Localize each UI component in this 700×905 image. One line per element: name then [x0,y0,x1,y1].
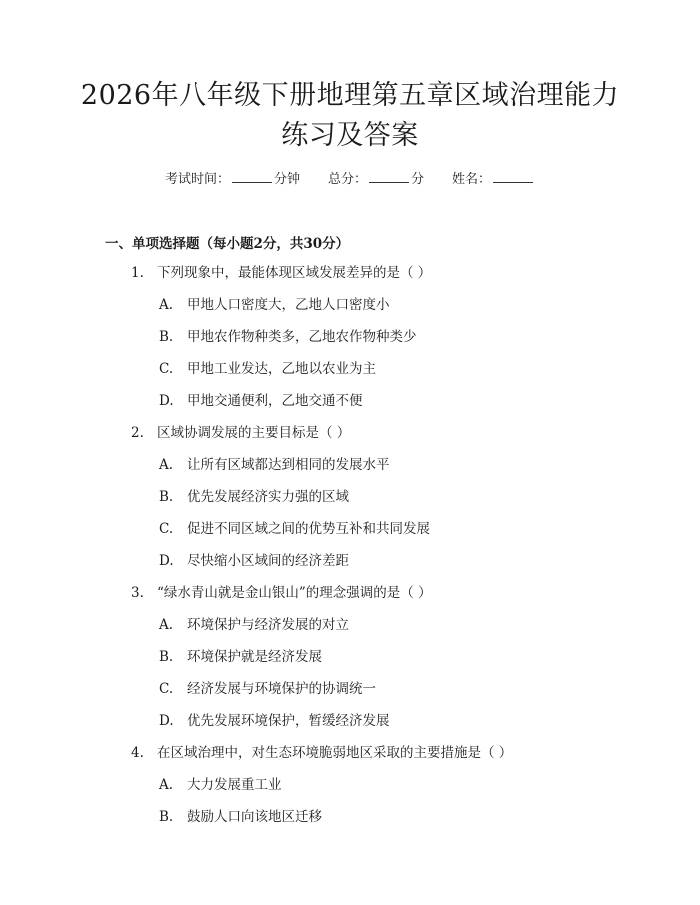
question-2-option-d [159,549,349,569]
option-text: 让所有区域都达到相同的发展水平 [187,457,390,473]
option-letter: B. [159,649,174,665]
question-1 [131,261,431,281]
option-text: 甲地交通便利，乙地交通不便 [187,393,363,409]
option-text: 经济发展与环境保护的协调统一 [187,681,376,697]
document-title [0,76,700,156]
question-number: 1. [131,265,144,281]
score-blank [369,170,409,183]
option-letter: C. [159,521,174,537]
option-text: 促进不同区域之间的优势互补和共同发展 [187,521,430,537]
title-line-1: 2026年八年级下册地理第五章区域治理能力 [80,80,620,111]
time-blank [232,170,272,183]
option-letter: A. [159,297,174,313]
question-1-option-b [159,325,417,345]
name-label: 姓名： [452,172,492,187]
title-line-2: 练习及答案 [281,120,419,151]
score-unit: 分 [411,172,425,187]
option-text: 尽快缩小区域间的经济差距 [187,553,349,569]
question-3-option-d [159,709,390,729]
option-letter: D. [159,393,174,409]
question-text: “绿水青山就是金山银山”的理念强调的是（ ） [157,585,432,601]
section-heading: 一、单项选择题（每小题2分，共30分） [105,236,350,252]
option-letter: A. [159,457,174,473]
option-letter: D. [159,553,174,569]
option-text: 鼓励人口向该地区迁移 [187,809,322,825]
option-letter: D. [159,713,174,729]
option-text: 大力发展重工业 [187,777,282,793]
option-letter: B. [159,329,174,345]
option-text: 甲地工业发达，乙地以农业为主 [187,361,376,377]
question-text: 区域协调发展的主要目标是（ ） [157,425,351,441]
question-3-option-c [159,677,376,697]
option-text: 甲地人口密度大，乙地人口密度小 [187,297,390,313]
question-4-option-a [159,773,282,793]
question-1-option-a [159,293,390,313]
name-blank [493,170,533,183]
option-letter: A. [159,777,174,793]
score-label: 总分： [327,172,367,187]
option-letter: A. [159,617,174,633]
question-number: 4. [131,745,144,761]
option-text: 优先发展经济实力强的区域 [187,489,349,505]
time-label: 考试时间： [164,172,230,187]
time-unit: 分钟 [273,172,300,187]
option-letter: B. [159,809,174,825]
question-2-option-b [159,485,349,505]
question-2-option-a [159,453,390,473]
option-text: 优先发展环境保护，暂缓经济发展 [187,713,390,729]
option-letter: C. [159,361,174,377]
question-3-option-b [159,645,322,665]
question-3-option-a [159,613,349,633]
option-text: 环境保护与经济发展的对立 [187,617,349,633]
exam-info [0,168,700,187]
option-text: 甲地农作物种类多，乙地农作物种类少 [187,329,417,345]
question-2-option-c [159,517,430,537]
option-text: 环境保护就是经济发展 [187,649,322,665]
question-number: 2. [131,425,144,441]
question-1-option-c [159,357,376,377]
question-3 [131,581,432,601]
question-text: 在区域治理中，对生态环境脆弱地区采取的主要措施是（ ） [157,745,513,761]
question-4 [131,741,512,761]
option-letter: C. [159,681,174,697]
option-letter: B. [159,489,174,505]
question-4-option-b [159,805,322,825]
question-number: 3. [131,585,144,601]
question-text: 下列现象中，最能体现区域发展差异的是（ ） [157,265,432,281]
question-1-option-d [159,389,363,409]
question-2 [131,421,350,441]
